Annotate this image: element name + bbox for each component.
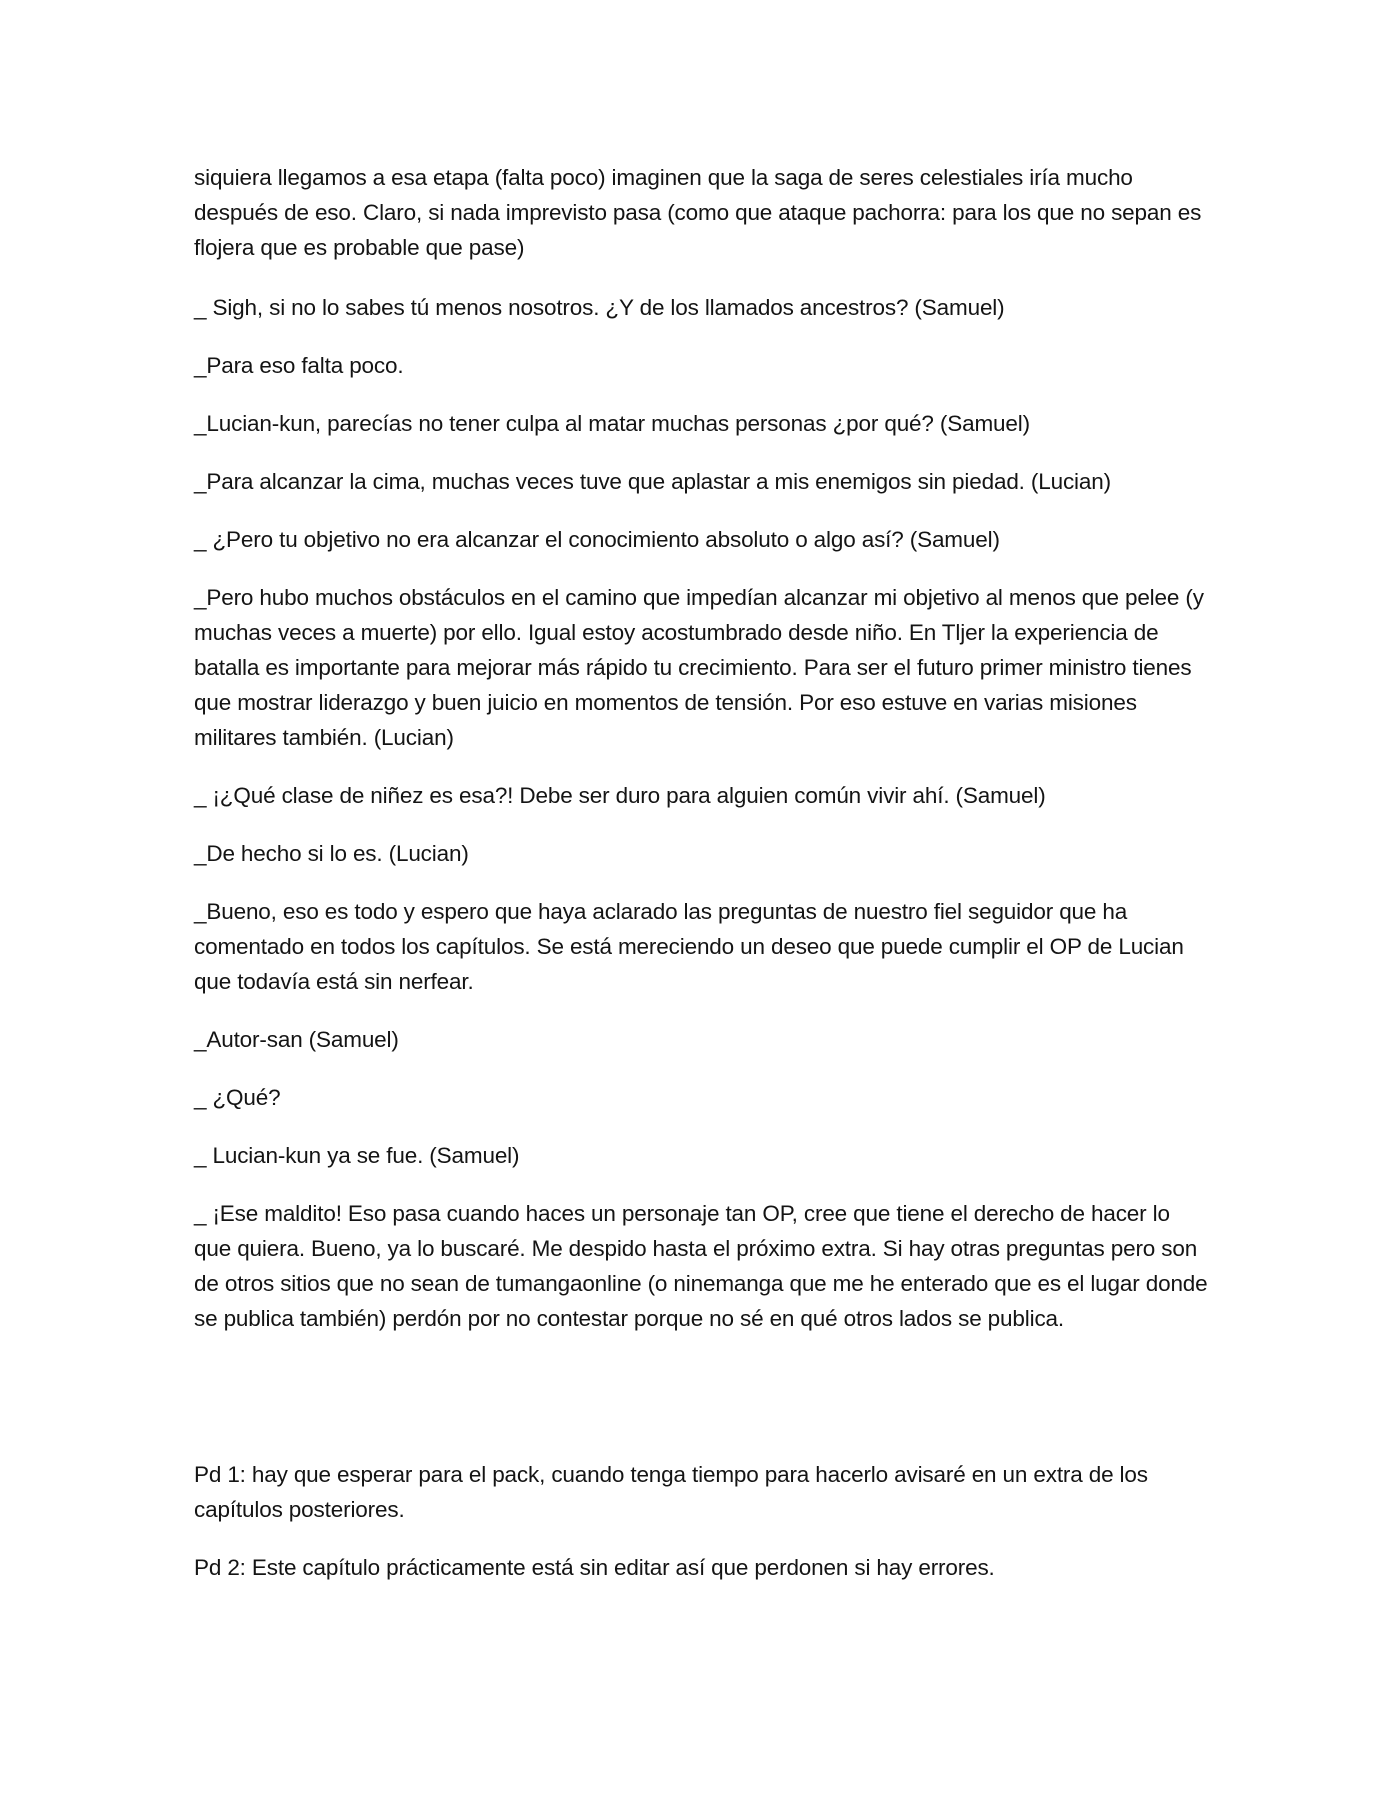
dialogue-line: _Para alcanzar la cima, muchas veces tuve que aplastar a mis enemigos sin piedad. (Lucian) bbox=[194, 469, 1111, 494]
dialogue-line: _Para eso falta poco. bbox=[194, 353, 404, 378]
dialogue-line: _Pero hubo muchos obstáculos en el camino que impedían alcanzar mi objetivo al menos que pelee (y muchas veces a muerte) por ello. Igual estoy acostumbrado desde niño. En Tljer la experiencia de batalla es importante para mejorar más rápido tu crecimiento. Para ser el futuro primer ministro tienes que mostrar liderazgo y buen juicio en momentos de tensión. Por eso estuve en varias misiones militares también. (Lucian) bbox=[194, 585, 1204, 750]
dialogue-line: _ Lucian-kun ya se fue. (Samuel) bbox=[194, 1143, 520, 1168]
dialogue-line: _ ¡Ese maldito! Eso pasa cuando haces un personaje tan OP, cree que tiene el derecho de hacer lo que quiera. Bueno, ya lo buscaré. Me despido hasta el próximo extra. Si hay otras preguntas pero son de otros sitios que no sean de tumangaonline (o ninemanga que me he enterado que es el lugar donde se publica también) perdón por no contestar porque no sé en qué otros lados se publica. bbox=[194, 1201, 1208, 1331]
paragraph-intro: siquiera llegamos a esa etapa (falta poco) imaginen que la saga de seres celestiales iría mucho después de eso. Claro, si nada imprevisto pasa (como que ataque pachorra: para los que no sepan es flojera que es probable que pase) bbox=[194, 165, 1202, 260]
dialogue-line: _Lucian-kun, parecías no tener culpa al matar muchas personas ¿por qué? (Samuel) bbox=[194, 411, 1030, 436]
dialogue-line: _ ¿Qué? bbox=[194, 1085, 281, 1110]
dialogue-line: _Autor-san (Samuel) bbox=[194, 1027, 399, 1052]
dialogue-line: _ ¡¿Qué clase de niñez es esa?! Debe ser duro para alguien común vivir ahí. (Samuel) bbox=[194, 783, 1046, 808]
dialogue-line: _Bueno, eso es todo y espero que haya aclarado las preguntas de nuestro fiel seguidor que ha comentado en todos los capítulos. Se está mereciendo un deseo que puede cumplir el OP de Lucian que todavía está sin nerfear. bbox=[194, 899, 1184, 994]
postscript-1: Pd 1: hay que esperar para el pack, cuando tenga tiempo para hacerlo avisaré en un extra de los capítulos posteriores. bbox=[194, 1462, 1148, 1522]
postscript-2: Pd 2: Este capítulo prácticamente está sin editar así que perdonen si hay errores. bbox=[194, 1555, 995, 1580]
dialogue-line: _ Sigh, si no lo sabes tú menos nosotros. ¿Y de los llamados ancestros? (Samuel) bbox=[194, 295, 1005, 320]
dialogue-line: _De hecho si lo es. (Lucian) bbox=[194, 841, 469, 866]
dialogue-line: _ ¿Pero tu objetivo no era alcanzar el conocimiento absoluto o algo así? (Samuel) bbox=[194, 527, 1000, 552]
